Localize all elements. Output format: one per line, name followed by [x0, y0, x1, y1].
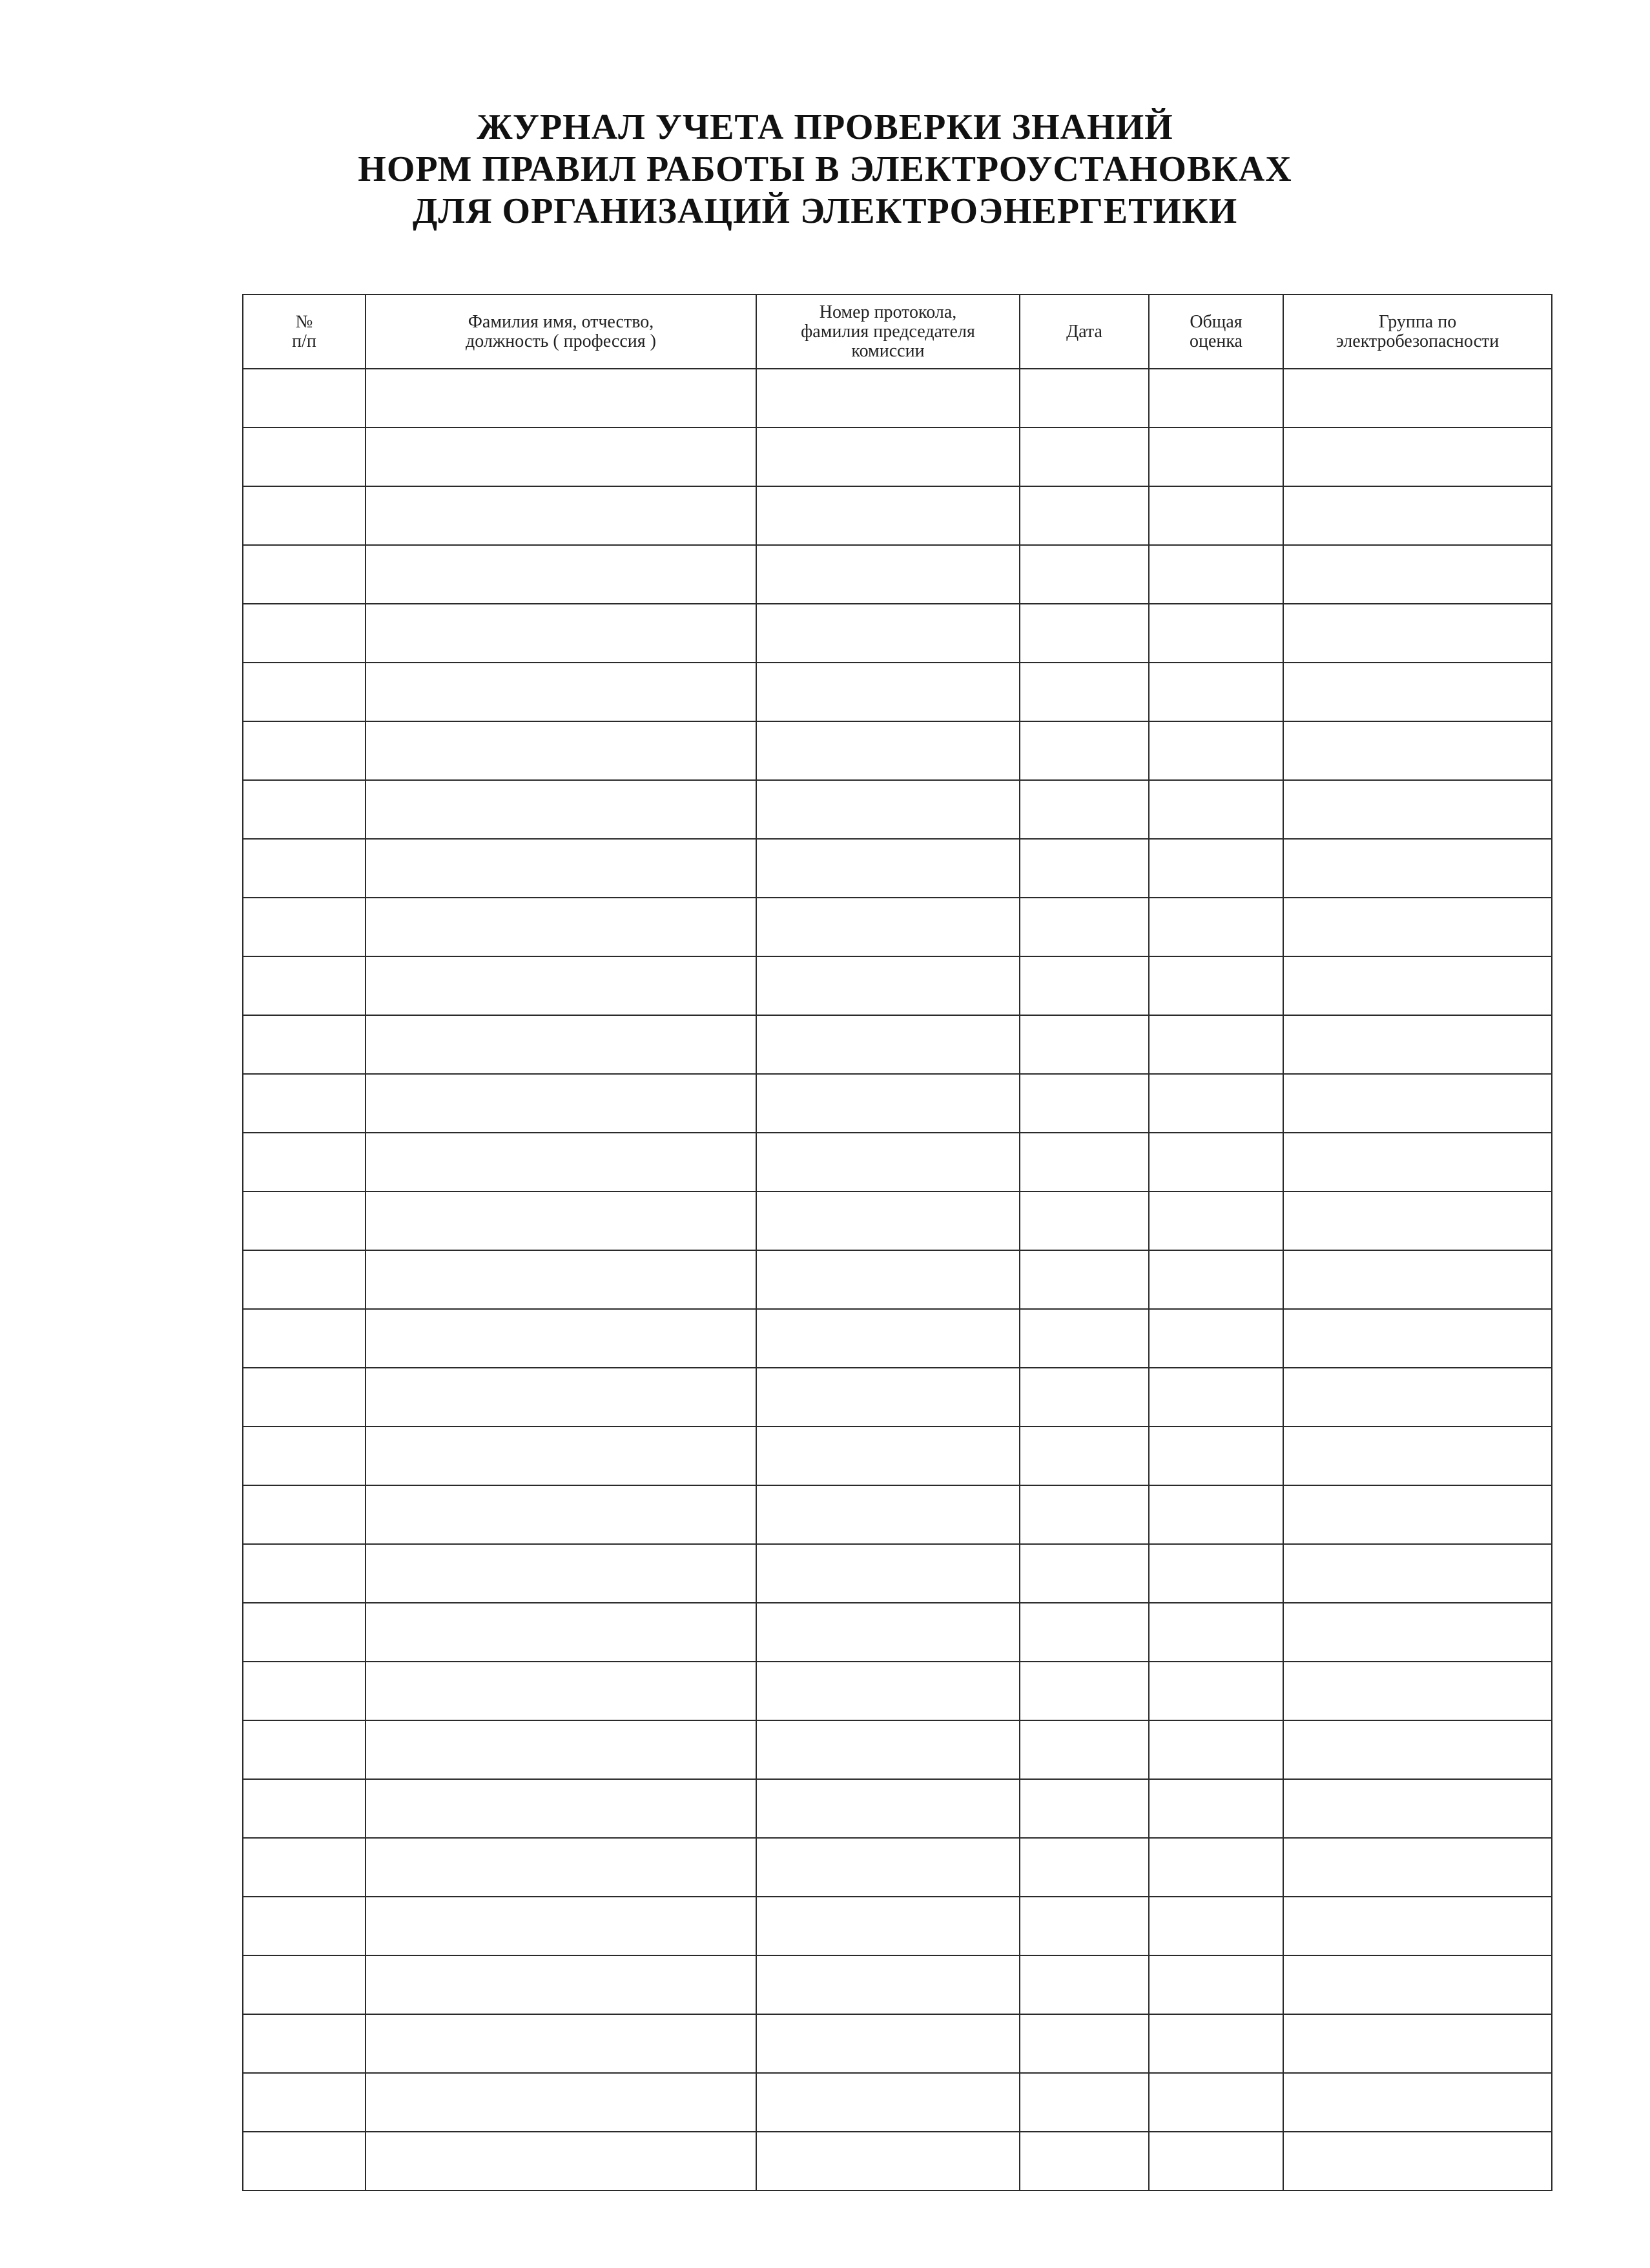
table-row — [243, 1015, 1552, 1074]
table-row — [243, 780, 1552, 839]
table-row — [243, 1309, 1552, 1368]
cell-grade — [1149, 1779, 1283, 1838]
cell-date — [1020, 1015, 1149, 1074]
table-row — [243, 1485, 1552, 1544]
cell-number — [243, 1309, 366, 1368]
cell-date — [1020, 1897, 1149, 1955]
cell-grade — [1149, 1662, 1283, 1720]
cell-name — [366, 1955, 756, 2014]
cell-date — [1020, 780, 1149, 839]
cell-protocol — [756, 1779, 1020, 1838]
cell-number — [243, 545, 366, 604]
cell-grade — [1149, 1015, 1283, 1074]
table-row — [243, 1427, 1552, 1485]
cell-number — [243, 663, 366, 721]
cell-number — [243, 486, 366, 545]
cell-number — [243, 604, 366, 663]
cell-date — [1020, 1779, 1149, 1838]
cell-date — [1020, 1662, 1149, 1720]
cell-number — [243, 1897, 366, 1955]
cell-group — [1283, 1368, 1552, 1427]
header-protocol-line-2: фамилия председателя — [801, 321, 975, 342]
header-name-line-1: Фамилия имя, отчество, — [468, 311, 654, 332]
table-row — [243, 1720, 1552, 1779]
cell-name — [366, 1015, 756, 1074]
cell-name — [366, 663, 756, 721]
cell-date — [1020, 1133, 1149, 1191]
cell-protocol — [756, 545, 1020, 604]
cell-group — [1283, 663, 1552, 721]
cell-grade — [1149, 1544, 1283, 1603]
cell-protocol — [756, 780, 1020, 839]
cell-number — [243, 1133, 366, 1191]
cell-group — [1283, 428, 1552, 486]
cell-name — [366, 545, 756, 604]
table-row — [243, 1603, 1552, 1662]
cell-group — [1283, 721, 1552, 780]
header-group — [1283, 294, 1552, 369]
cell-grade — [1149, 780, 1283, 839]
table-row — [243, 369, 1552, 428]
cell-date — [1020, 1838, 1149, 1897]
cell-number — [243, 1015, 366, 1074]
cell-date — [1020, 1250, 1149, 1309]
table-row — [243, 839, 1552, 898]
cell-name — [366, 1250, 756, 1309]
cell-grade — [1149, 721, 1283, 780]
cell-protocol — [756, 1250, 1020, 1309]
table-row — [243, 604, 1552, 663]
table-row — [243, 721, 1552, 780]
table-row — [243, 1191, 1552, 1250]
cell-name — [366, 1662, 756, 1720]
cell-number — [243, 1603, 366, 1662]
header-protocol — [756, 294, 1020, 369]
table-row — [243, 1662, 1552, 1720]
cell-name — [366, 839, 756, 898]
cell-name — [366, 721, 756, 780]
header-number — [243, 294, 366, 369]
table-row — [243, 1779, 1552, 1838]
cell-grade — [1149, 369, 1283, 428]
cell-date — [1020, 2132, 1149, 2191]
cell-number — [243, 369, 366, 428]
cell-date — [1020, 545, 1149, 604]
title-line-3: ДЛЯ ОРГАНИЗАЦИЙ ЭЛЕКТРОЭНЕРГЕТИКИ — [412, 191, 1238, 231]
cell-group — [1283, 898, 1552, 956]
table-row — [243, 486, 1552, 545]
cell-date — [1020, 898, 1149, 956]
cell-protocol — [756, 1544, 1020, 1603]
cell-group — [1283, 956, 1552, 1015]
table-row — [243, 545, 1552, 604]
cell-date — [1020, 1368, 1149, 1427]
table-row — [243, 428, 1552, 486]
cell-grade — [1149, 1427, 1283, 1485]
cell-name — [366, 428, 756, 486]
cell-protocol — [756, 663, 1020, 721]
header-protocol-line-1: Номер протокола, — [819, 302, 957, 322]
cell-group — [1283, 1662, 1552, 1720]
cell-group — [1283, 780, 1552, 839]
cell-protocol — [756, 1955, 1020, 2014]
cell-date — [1020, 369, 1149, 428]
cell-group — [1283, 1191, 1552, 1250]
cell-number — [243, 1838, 366, 1897]
table-row — [243, 2073, 1552, 2132]
cell-grade — [1149, 1720, 1283, 1779]
cell-protocol — [756, 604, 1020, 663]
title-line-1: ЖУРНАЛ УЧЕТА ПРОВЕРКИ ЗНАНИЙ — [477, 107, 1173, 147]
cell-name — [366, 956, 756, 1015]
cell-protocol — [756, 1897, 1020, 1955]
cell-number — [243, 1662, 366, 1720]
cell-protocol — [756, 1603, 1020, 1662]
cell-protocol — [756, 1133, 1020, 1191]
cell-date — [1020, 604, 1149, 663]
cell-number — [243, 1779, 366, 1838]
cell-name — [366, 1074, 756, 1133]
cell-group — [1283, 1544, 1552, 1603]
cell-name — [366, 780, 756, 839]
cell-grade — [1149, 1838, 1283, 1897]
cell-date — [1020, 956, 1149, 1015]
cell-grade — [1149, 428, 1283, 486]
cell-protocol — [756, 2014, 1020, 2073]
cell-date — [1020, 428, 1149, 486]
cell-date — [1020, 1544, 1149, 1603]
cell-grade — [1149, 2073, 1283, 2132]
cell-number — [243, 1720, 366, 1779]
cell-grade — [1149, 1368, 1283, 1427]
header-grade-line-2: оценка — [1189, 331, 1243, 351]
cell-date — [1020, 721, 1149, 780]
table-row — [243, 2014, 1552, 2073]
cell-protocol — [756, 486, 1020, 545]
cell-grade — [1149, 2014, 1283, 2073]
cell-grade — [1149, 1955, 1283, 2014]
cell-grade — [1149, 2132, 1283, 2191]
cell-protocol — [756, 839, 1020, 898]
cell-group — [1283, 2132, 1552, 2191]
cell-name — [366, 898, 756, 956]
cell-date — [1020, 1191, 1149, 1250]
header-protocol-line-3: комиссии — [851, 340, 925, 361]
cell-group — [1283, 1074, 1552, 1133]
cell-group — [1283, 1720, 1552, 1779]
cell-number — [243, 1074, 366, 1133]
cell-date — [1020, 1485, 1149, 1544]
cell-number — [243, 2073, 366, 2132]
document-title — [0, 107, 1650, 232]
header-name — [366, 294, 756, 369]
table-row — [243, 1133, 1552, 1191]
cell-number — [243, 956, 366, 1015]
cell-grade — [1149, 1133, 1283, 1191]
cell-protocol — [756, 1662, 1020, 1720]
cell-number — [243, 428, 366, 486]
table-row — [243, 1368, 1552, 1427]
cell-name — [366, 1427, 756, 1485]
header-grade-line-1: Общая — [1190, 311, 1243, 332]
cell-date — [1020, 1427, 1149, 1485]
cell-name — [366, 2073, 756, 2132]
cell-grade — [1149, 1074, 1283, 1133]
table-body — [243, 369, 1552, 2191]
cell-name — [366, 1720, 756, 1779]
cell-group — [1283, 1133, 1552, 1191]
cell-number — [243, 839, 366, 898]
table-row — [243, 1838, 1552, 1897]
cell-protocol — [756, 1427, 1020, 1485]
cell-date — [1020, 2073, 1149, 2132]
cell-name — [366, 486, 756, 545]
cell-number — [243, 1250, 366, 1309]
cell-grade — [1149, 839, 1283, 898]
cell-protocol — [756, 721, 1020, 780]
cell-protocol — [756, 1368, 1020, 1427]
cell-protocol — [756, 898, 1020, 956]
cell-name — [366, 1368, 756, 1427]
cell-group — [1283, 1309, 1552, 1368]
cell-date — [1020, 486, 1149, 545]
cell-name — [366, 1309, 756, 1368]
cell-group — [1283, 1955, 1552, 2014]
cell-protocol — [756, 956, 1020, 1015]
cell-number — [243, 2014, 366, 2073]
cell-name — [366, 1544, 756, 1603]
cell-grade — [1149, 1250, 1283, 1309]
cell-number — [243, 1191, 366, 1250]
header-group-line-1: Группа по — [1378, 311, 1457, 332]
table-row — [243, 2132, 1552, 2191]
cell-date — [1020, 1074, 1149, 1133]
cell-name — [366, 1133, 756, 1191]
table-row — [243, 1074, 1552, 1133]
table-row — [243, 1955, 1552, 2014]
cell-protocol — [756, 1485, 1020, 1544]
table-row — [243, 1544, 1552, 1603]
cell-group — [1283, 1427, 1552, 1485]
cell-date — [1020, 1603, 1149, 1662]
cell-name — [366, 2014, 756, 2073]
cell-protocol — [756, 1838, 1020, 1897]
table-row — [243, 1897, 1552, 1955]
cell-group — [1283, 1897, 1552, 1955]
cell-grade — [1149, 1485, 1283, 1544]
header-date-line-1: Дата — [1066, 321, 1102, 342]
cell-group — [1283, 604, 1552, 663]
cell-protocol — [756, 1015, 1020, 1074]
cell-name — [366, 1897, 756, 1955]
cell-protocol — [756, 1309, 1020, 1368]
header-name-line-2: должность ( профессия ) — [466, 331, 656, 351]
cell-group — [1283, 545, 1552, 604]
cell-number — [243, 1955, 366, 2014]
cell-group — [1283, 1779, 1552, 1838]
cell-date — [1020, 1955, 1149, 2014]
header-grade — [1149, 294, 1283, 369]
cell-grade — [1149, 1191, 1283, 1250]
cell-name — [366, 1779, 756, 1838]
cell-name — [366, 1485, 756, 1544]
cell-grade — [1149, 1603, 1283, 1662]
header-number-line-1: № — [295, 311, 313, 332]
cell-number — [243, 780, 366, 839]
cell-number — [243, 721, 366, 780]
cell-number — [243, 898, 366, 956]
title-line-2: НОРМ ПРАВИЛ РАБОТЫ В ЭЛЕКТРОУСТАНОВКАХ — [358, 149, 1292, 189]
cell-name — [366, 2132, 756, 2191]
cell-number — [243, 1427, 366, 1485]
cell-group — [1283, 1250, 1552, 1309]
cell-group — [1283, 1838, 1552, 1897]
cell-name — [366, 369, 756, 428]
table-row — [243, 1250, 1552, 1309]
table-row — [243, 898, 1552, 956]
cell-name — [366, 604, 756, 663]
cell-group — [1283, 369, 1552, 428]
cell-protocol — [756, 1191, 1020, 1250]
cell-date — [1020, 663, 1149, 721]
header-date — [1020, 294, 1149, 369]
cell-date — [1020, 2014, 1149, 2073]
cell-grade — [1149, 956, 1283, 1015]
cell-protocol — [756, 2132, 1020, 2191]
cell-grade — [1149, 898, 1283, 956]
cell-group — [1283, 486, 1552, 545]
cell-group — [1283, 839, 1552, 898]
cell-date — [1020, 839, 1149, 898]
cell-grade — [1149, 486, 1283, 545]
cell-grade — [1149, 604, 1283, 663]
cell-number — [243, 1368, 366, 1427]
cell-name — [366, 1838, 756, 1897]
cell-group — [1283, 2073, 1552, 2132]
cell-protocol — [756, 369, 1020, 428]
table-row — [243, 663, 1552, 721]
cell-protocol — [756, 428, 1020, 486]
cell-name — [366, 1191, 756, 1250]
cell-group — [1283, 1603, 1552, 1662]
table-row — [243, 956, 1552, 1015]
cell-grade — [1149, 1897, 1283, 1955]
cell-protocol — [756, 2073, 1020, 2132]
cell-name — [366, 1603, 756, 1662]
journal-table — [242, 294, 1552, 2191]
header-row — [243, 294, 1552, 369]
cell-number — [243, 1485, 366, 1544]
cell-number — [243, 2132, 366, 2191]
cell-group — [1283, 1485, 1552, 1544]
cell-date — [1020, 1720, 1149, 1779]
cell-grade — [1149, 1309, 1283, 1368]
cell-protocol — [756, 1074, 1020, 1133]
cell-date — [1020, 1309, 1149, 1368]
cell-group — [1283, 2014, 1552, 2073]
cell-grade — [1149, 663, 1283, 721]
cell-number — [243, 1544, 366, 1603]
cell-protocol — [756, 1720, 1020, 1779]
header-number-line-2: п/п — [292, 331, 316, 351]
header-group-line-2: электробезопасности — [1335, 331, 1500, 351]
cell-grade — [1149, 545, 1283, 604]
cell-group — [1283, 1015, 1552, 1074]
